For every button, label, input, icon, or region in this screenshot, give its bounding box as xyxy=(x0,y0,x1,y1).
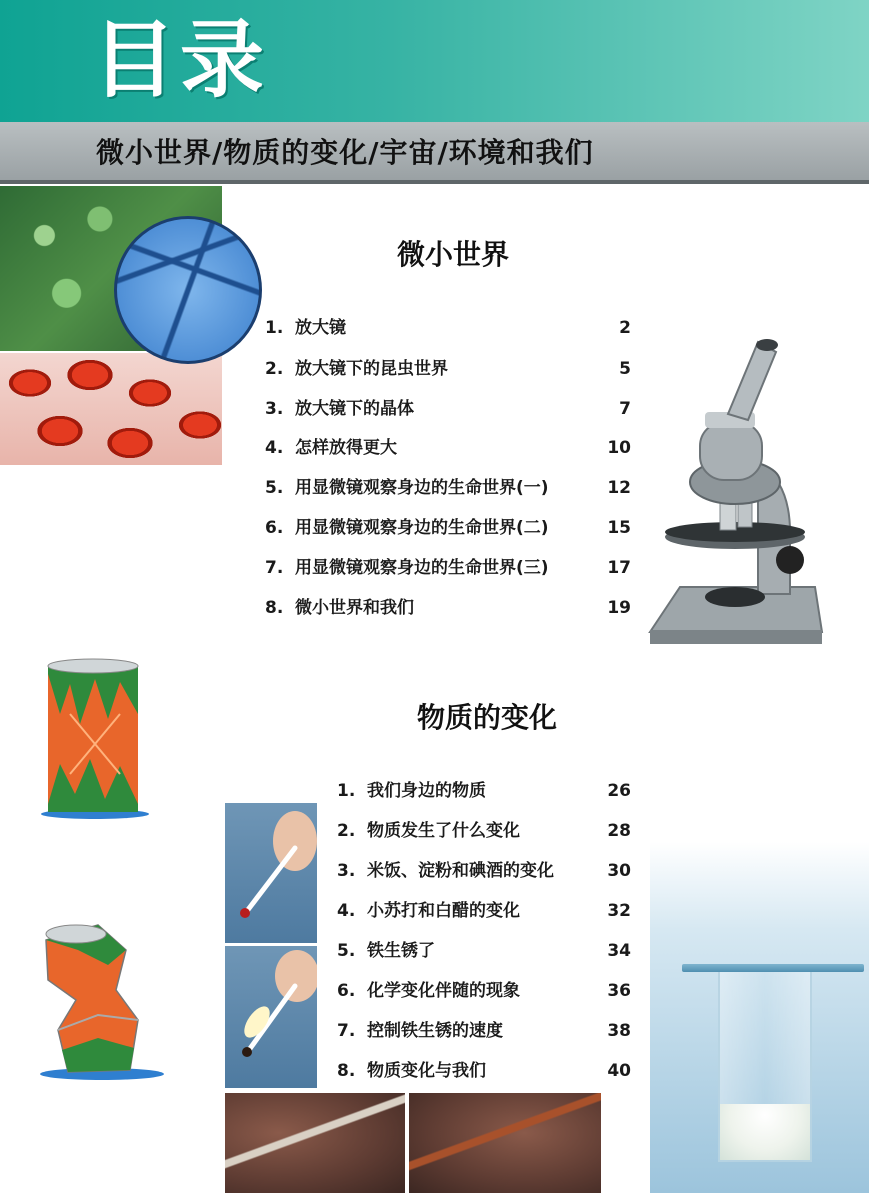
toc-item[interactable] xyxy=(337,898,631,924)
toc-item-label: 放大镜下的晶体 xyxy=(295,399,414,419)
onion-cells-image xyxy=(114,216,262,364)
blood-cells-image xyxy=(0,353,222,465)
toc-item-label: 小苏打和白醋的变化 xyxy=(367,901,520,921)
toc-item-page: 30 xyxy=(607,861,631,881)
toc-item-label: 化学变化伴随的现象 xyxy=(367,981,520,1001)
toc-item[interactable] xyxy=(265,475,631,501)
toc-item-number: 8. xyxy=(265,598,284,618)
toc-item-number: 5. xyxy=(337,941,356,961)
toc-item-label: 怎样放得更大 xyxy=(295,438,397,458)
toc-item-number: 6. xyxy=(265,518,284,538)
toc-item-page: 34 xyxy=(607,941,631,961)
rusty-nail-image xyxy=(409,1093,601,1193)
toc-item-page: 7 xyxy=(619,399,631,419)
toc-item[interactable] xyxy=(337,938,631,964)
toc-item-label: 控制铁生锈的速度 xyxy=(367,1021,503,1041)
toc-item[interactable] xyxy=(337,1058,631,1084)
toc-item-page: 5 xyxy=(619,359,631,379)
toc-item-label: 物质变化与我们 xyxy=(367,1061,486,1081)
toc-item-label: 微小世界和我们 xyxy=(295,598,414,618)
toc-item-label: 物质发生了什么变化 xyxy=(367,821,520,841)
toc-item[interactable] xyxy=(265,555,631,581)
toc-item-label: 用显微镜观察身边的生命世界(一) xyxy=(295,478,549,498)
toc-item[interactable] xyxy=(265,595,631,621)
toc-item-page: 36 xyxy=(607,981,631,1001)
nail-image xyxy=(225,1093,405,1193)
toc-item[interactable] xyxy=(265,396,631,422)
section-heading-matter-change: 物质的变化 xyxy=(417,701,558,734)
toc-item[interactable] xyxy=(337,1018,631,1044)
toc-item-number: 4. xyxy=(265,438,284,458)
toc-item[interactable] xyxy=(337,778,631,804)
toc-item[interactable] xyxy=(265,315,631,341)
toc-item-label: 用显微镜观察身边的生命世界(三) xyxy=(295,558,549,578)
toc-item-page: 38 xyxy=(607,1021,631,1041)
toc-item-number: 5. xyxy=(265,478,284,498)
toc-item[interactable] xyxy=(265,356,631,382)
toc-item-number: 8. xyxy=(337,1061,356,1081)
toc-item-page: 19 xyxy=(607,598,631,618)
toc-item-number: 1. xyxy=(337,781,356,801)
toc-item-number: 1. xyxy=(265,318,284,338)
toc-item-label: 米饭、淀粉和碘酒的变化 xyxy=(367,861,554,881)
toc-item-page: 10 xyxy=(607,438,631,458)
toc-item-label: 放大镜下的昆虫世界 xyxy=(295,359,448,379)
match-lit-image xyxy=(225,946,317,1088)
toc-item-page: 2 xyxy=(619,318,631,338)
toc-item[interactable] xyxy=(337,978,631,1004)
section-heading-micro-world: 微小世界 xyxy=(397,238,510,271)
toc-item-page: 15 xyxy=(607,518,631,538)
toc-item-number: 3. xyxy=(265,399,284,419)
toc-item[interactable] xyxy=(337,818,631,844)
toc-item-page: 40 xyxy=(607,1061,631,1081)
page-subtitle: 微小世界/物质的变化/宇宙/环境和我们 xyxy=(96,136,594,169)
toc-item-label: 铁生锈了 xyxy=(367,941,435,961)
toc-item[interactable] xyxy=(337,858,631,884)
toc-item-page: 26 xyxy=(607,781,631,801)
toc-item-number: 3. xyxy=(337,861,356,881)
toc-item-number: 7. xyxy=(265,558,284,578)
toc-item-page: 32 xyxy=(607,901,631,921)
toc-item-page: 17 xyxy=(607,558,631,578)
toc-item-number: 6. xyxy=(337,981,356,1001)
toc-item[interactable] xyxy=(265,515,631,541)
match-unlit-image xyxy=(225,803,317,943)
can-image xyxy=(40,654,150,822)
crushed-can-image xyxy=(38,920,166,1082)
toc-item-number: 7. xyxy=(337,1021,356,1041)
toc-item-label: 我们身边的物质 xyxy=(367,781,486,801)
toc-item-label: 用显微镜观察身边的生命世界(二) xyxy=(295,518,549,538)
toc-item-label: 放大镜 xyxy=(295,318,346,338)
toc-item-number: 2. xyxy=(337,821,356,841)
microscope-image xyxy=(640,332,830,662)
toc-item-number: 4. xyxy=(337,901,356,921)
toc-item[interactable] xyxy=(265,435,631,461)
page-title: 目录 xyxy=(92,11,269,109)
toc-item-page: 12 xyxy=(607,478,631,498)
toc-item-page: 28 xyxy=(607,821,631,841)
beaker-liquid xyxy=(720,1104,810,1160)
glass-plate xyxy=(682,964,864,972)
toc-item-number: 2. xyxy=(265,359,284,379)
